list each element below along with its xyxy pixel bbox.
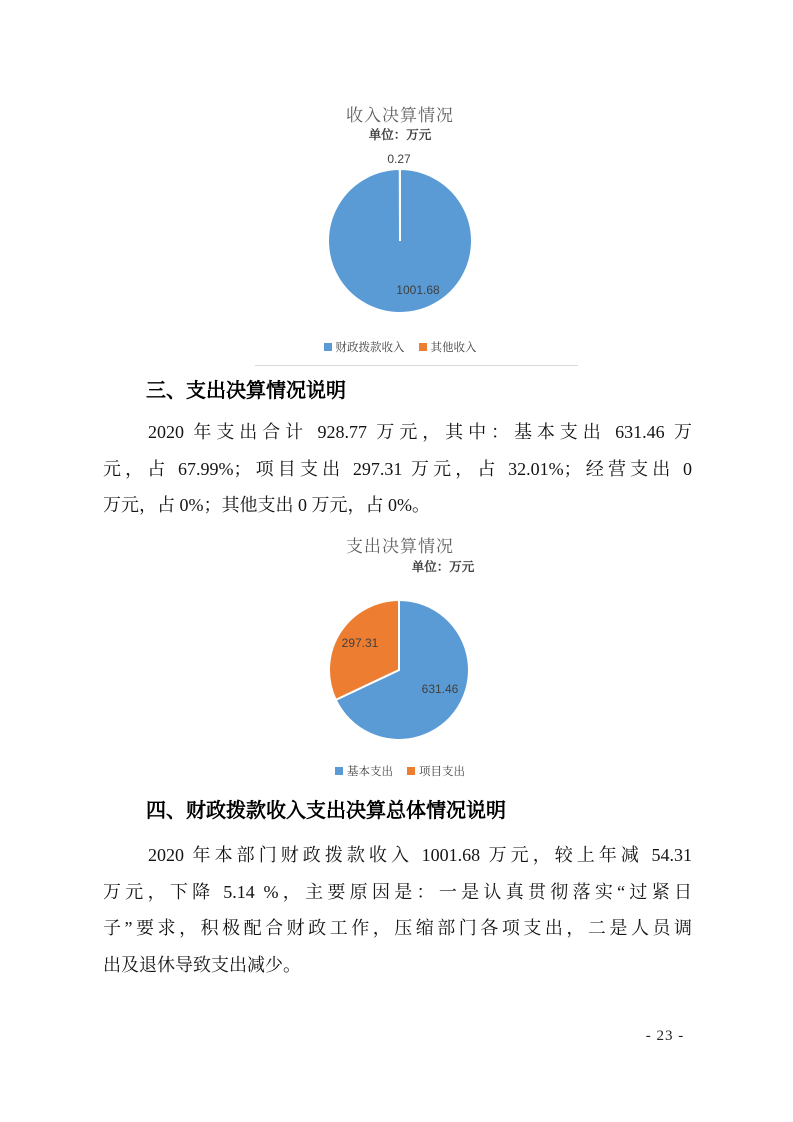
legend-item <box>335 763 393 779</box>
chart-unit-label: 单位：万元 <box>368 128 432 142</box>
chart-bottom-rule <box>255 365 578 366</box>
legend-swatch-icon <box>407 767 415 775</box>
chart-title: 支出决算情况 <box>346 537 454 556</box>
income-pie-chart <box>250 106 550 366</box>
expenditure-pie-chart <box>250 537 550 787</box>
pie-chart-icon <box>319 590 479 750</box>
legend-label: 财政拨款收入 <box>335 342 405 354</box>
section-paragraph <box>103 414 692 524</box>
paragraph-line: 2020 年支出合计 928.77 万元，其中：基本支出 631.46 万 <box>148 422 692 442</box>
legend-swatch-icon <box>324 343 332 351</box>
pie-data-label: 0.27 <box>387 152 411 166</box>
pie-chart-icon <box>320 161 480 321</box>
pie-data-label: 631.46 <box>421 682 459 696</box>
chart-legend <box>250 763 550 779</box>
legend-swatch-icon <box>335 767 343 775</box>
paragraph-line: 出及退休导致支出减少。 <box>103 954 301 975</box>
paragraph-line: 元，占 67.99%；项目支出 297.31 万元，占 32.01%；经营支出 0 <box>103 458 692 479</box>
legend-swatch-icon <box>419 343 427 351</box>
legend-label: 项目支出 <box>419 766 465 778</box>
section-paragraph <box>103 837 692 983</box>
pie-data-label: 297.31 <box>341 636 379 650</box>
paragraph-line: 万元，占 0%；其他支出 0 万元，占 0%。 <box>103 495 430 516</box>
section-heading: 三、支出决算情况说明 <box>146 380 346 402</box>
paragraph-line: 子”要求，积极配合财政工作，压缩部门各项支出，二是人员调 <box>103 918 692 939</box>
chart-legend <box>250 339 550 355</box>
legend-label: 基本支出 <box>347 766 393 778</box>
legend-item <box>419 339 477 355</box>
legend-item <box>407 763 465 779</box>
legend-label: 其他收入 <box>430 342 477 354</box>
chart-unit-label: 单位：万元 <box>411 560 475 574</box>
legend-item <box>324 339 405 355</box>
paragraph-line: 万元，下降 5.14 %，主要原因是：一是认真贯彻落实“过紧日 <box>103 881 692 902</box>
section-heading: 四、财政拨款收入支出决算总体情况说明 <box>146 800 506 822</box>
chart-title: 收入决算情况 <box>346 106 454 125</box>
pie-data-label: 1001.68 <box>396 283 440 297</box>
paragraph-line: 2020 年本部门财政拨款收入 1001.68 万元，较上年减 54.31 <box>148 845 692 865</box>
page-number: - 23 - <box>645 1028 685 1044</box>
